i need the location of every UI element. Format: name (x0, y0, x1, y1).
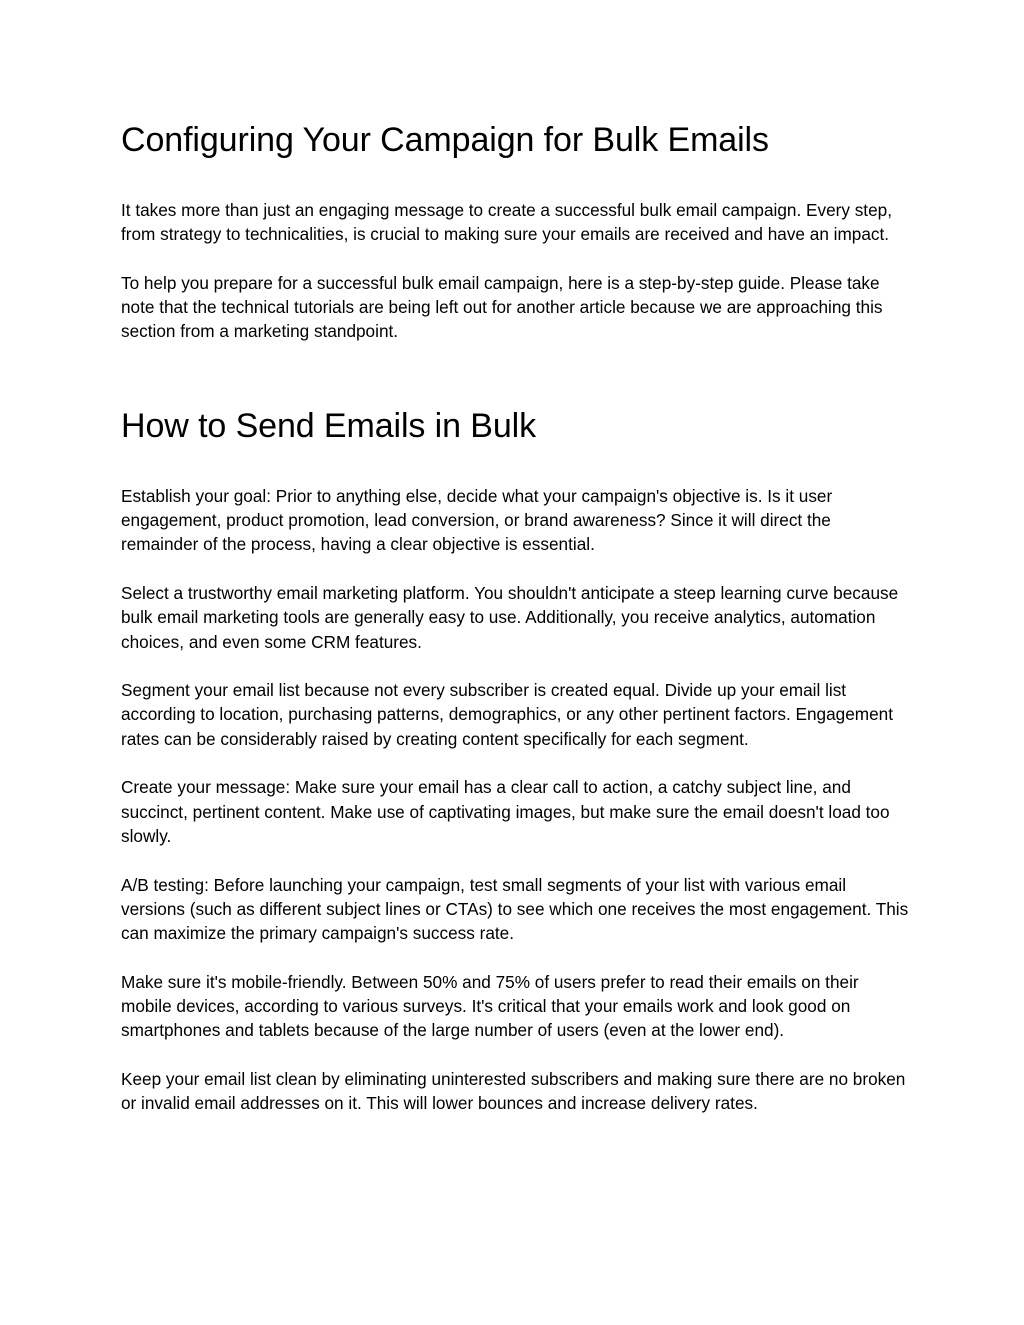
paragraph-intro-2: To help you prepare for a successful bulk email campaign, here is a step-by-step guide. Please take note that the technical tutorials are being left out for another article because we are approaching this section from a marketing standpoint. (121, 272, 883, 342)
document-content (121, 120, 911, 1116)
paragraph-create-message: Create your message: Make sure your email has a clear call to action, a catchy subject line, and succinct, pertinent content. Make use of captivating images, but make sure the email doesn't load too slowly. (121, 777, 890, 846)
paragraph-establish-goal: Establish your goal: Prior to anything else, decide what your campaign's objective is. Is it user engagement, product promotion, lead conversion, or brand awareness? Since it will direct the remainder of the process, having a clear objective is essential. (121, 485, 833, 555)
section-heading-configuring: Configuring Your Campaign for Bulk Emails (121, 121, 769, 159)
paragraph-mobile-friendly: Make sure it's mobile-friendly. Between 50% and 75% of users prefer to read their emails on their mobile devices, according to various surveys. It's critical that your emails work and look good on smartphones and tablets because of the large number of users (even at the lower end). (121, 971, 859, 1041)
paragraph-segment-list: Segment your email list because not every subscriber is created equal. Divide up your email list according to location, purchasing patterns, demographics, or any other pertinent factors. Engagement rates can be considerably raised by creating content specifically for each segment. (121, 680, 893, 749)
paragraph-select-platform: Select a trustworthy email marketing platform. You shouldn't anticipate a steep learning curve because bulk email marketing tools are generally easy to use. Additionally, you receive analytics, automation choices, and even some CRM features. (121, 582, 899, 652)
section-heading-how-to-send: How to Send Emails in Bulk (121, 406, 537, 445)
paragraph-intro-1: It takes more than just an engaging message to create a successful bulk email campaign. Every step, from strategy to technicalities, is crucial to making sure your emails are received and have an impact. (121, 200, 892, 245)
paragraph-ab-testing: A/B testing: Before launching your campaign, test small segments of your list with various email versions (such as different subject lines or CTAs) to see which one receives the most engagement. This can maximize the primary campaign's success rate. (121, 874, 909, 944)
paragraph-keep-list-clean: Keep your email list clean by eliminating uninterested subscribers and making sure there are no broken or invalid email addresses on it. This will lower bounces and increase delivery rates. (121, 1068, 906, 1114)
